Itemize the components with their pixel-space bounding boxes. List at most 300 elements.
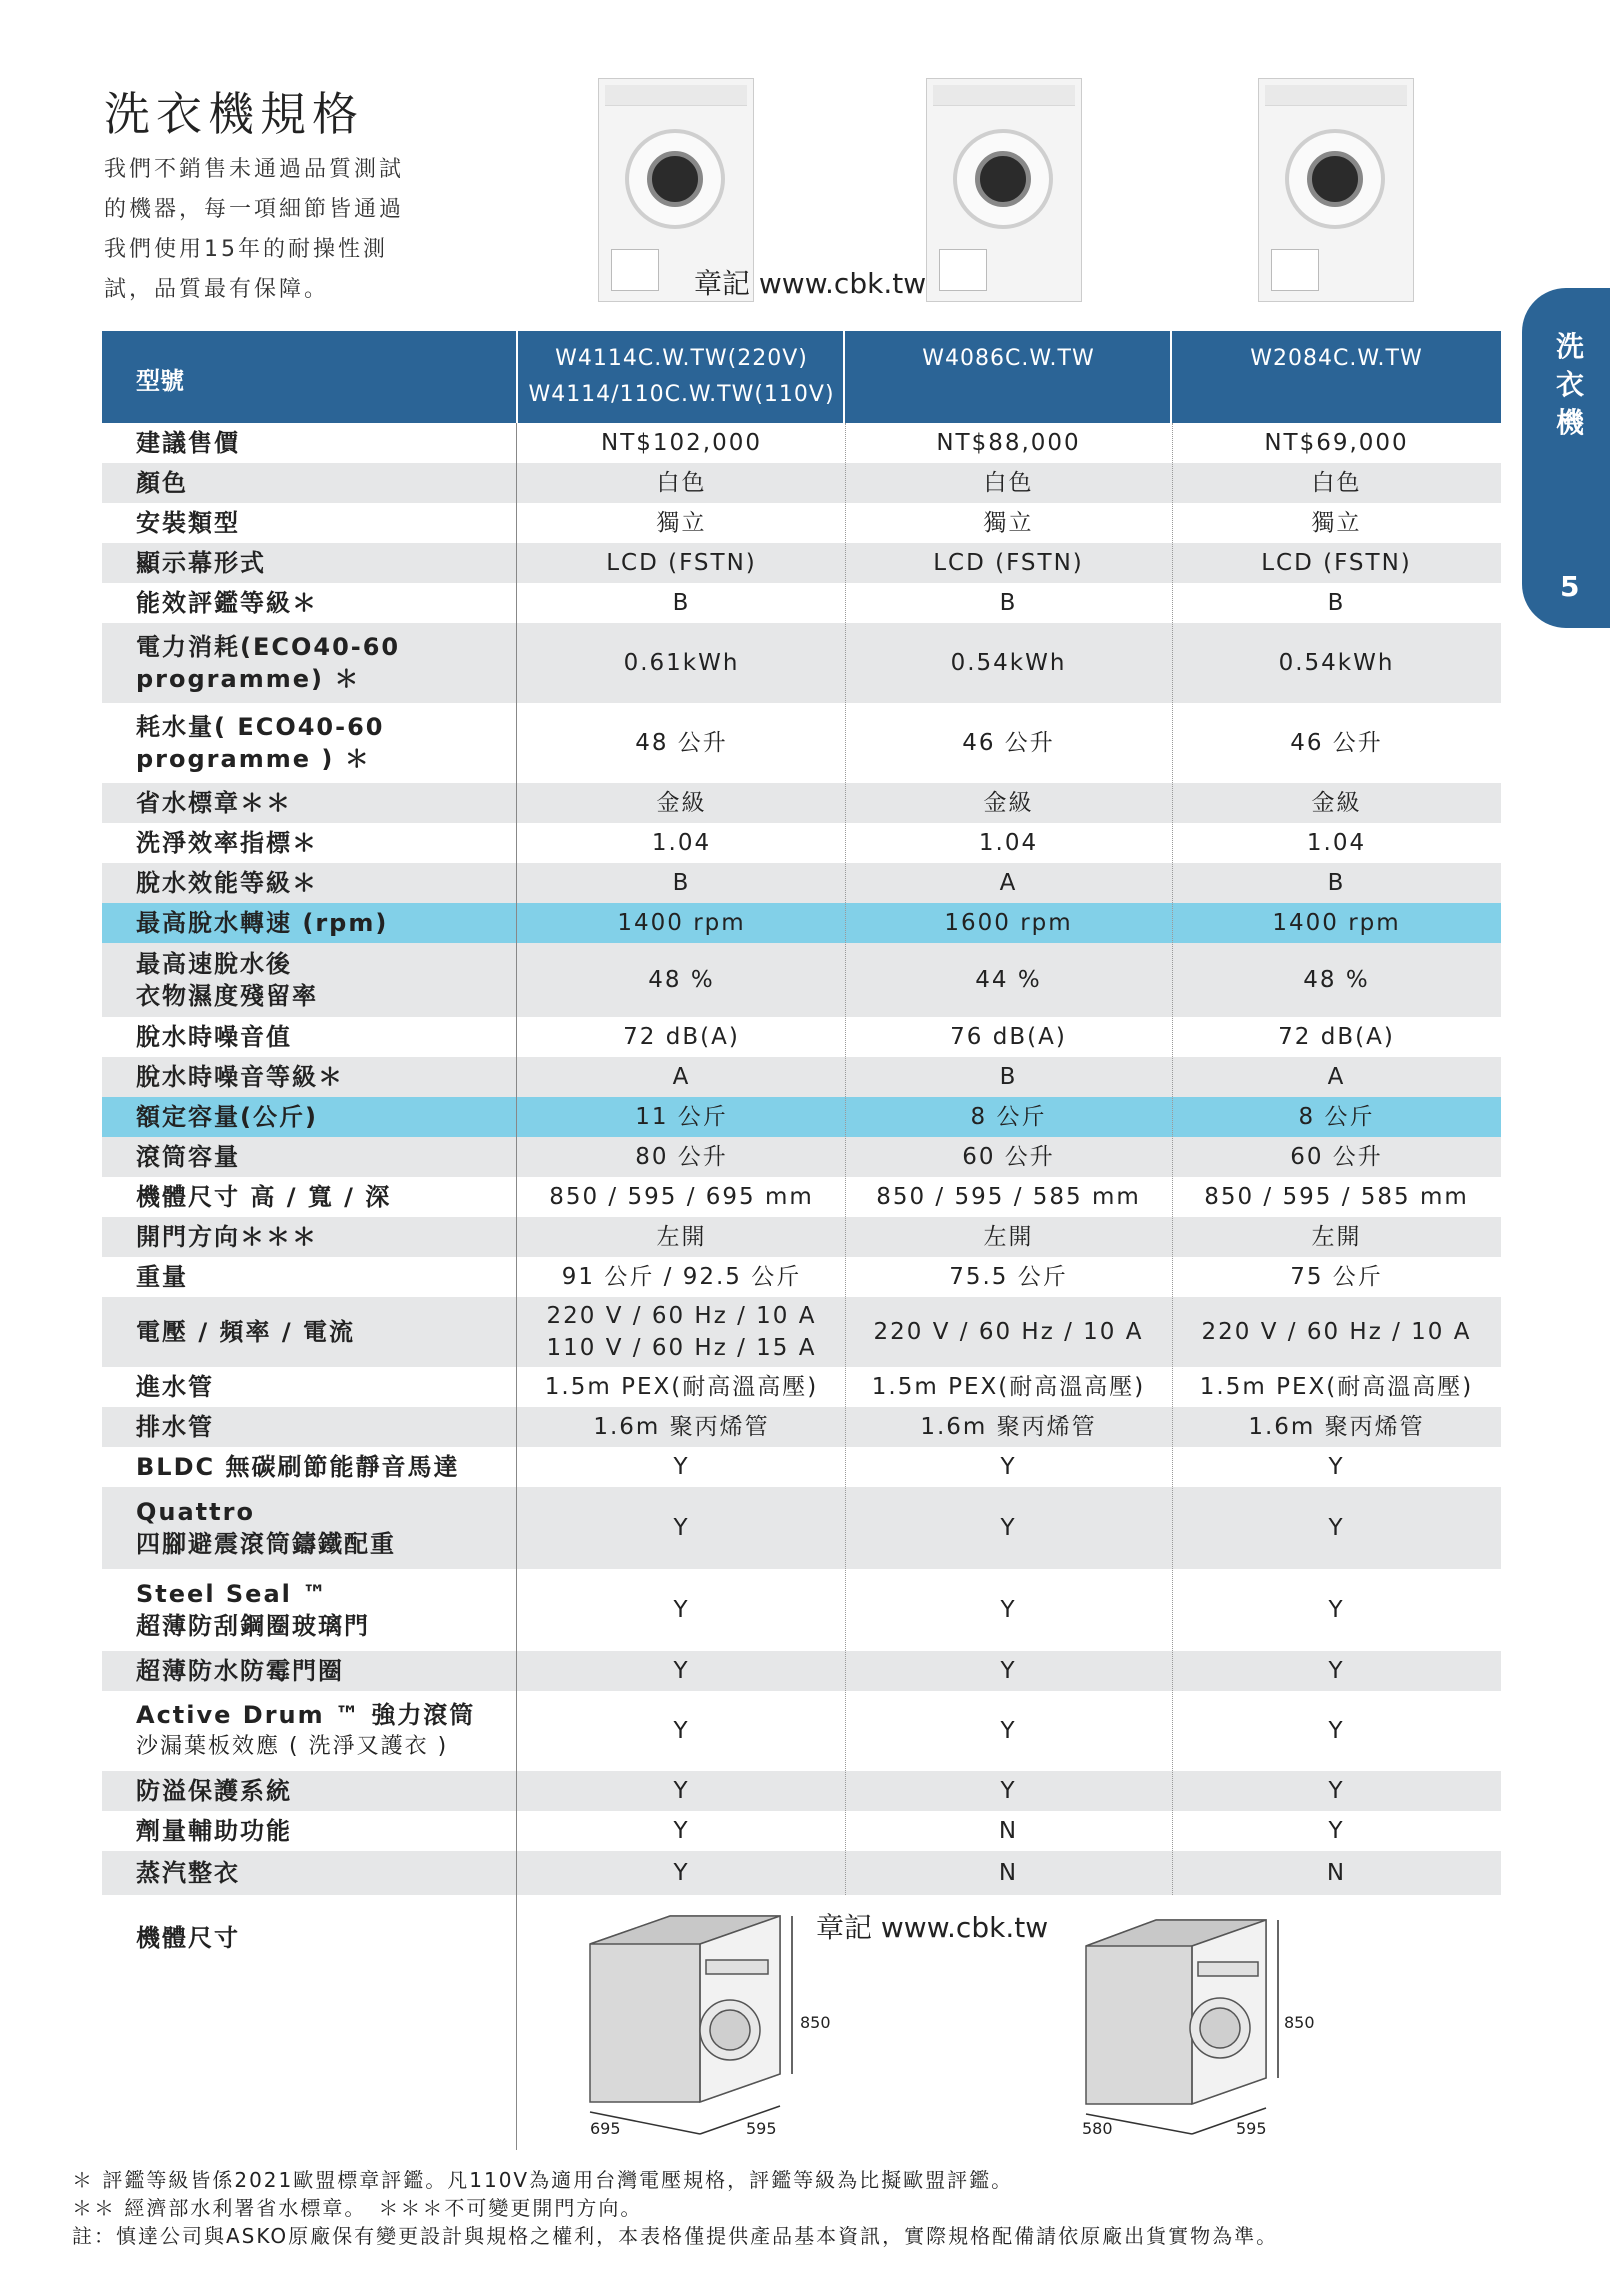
cell-line: 75.5 公斤 xyxy=(949,1264,1068,1290)
row-label-line: 滾筒容量 xyxy=(136,1143,240,1171)
spec-cell xyxy=(518,1057,845,1097)
table-row xyxy=(102,943,1501,1017)
cell-line: Y xyxy=(1000,1718,1017,1744)
cell-line: LCD (FSTN) xyxy=(933,550,1084,576)
intro-line: 試，品質最有保障。 xyxy=(104,277,330,302)
footnote: 註：慎達公司與ASKO原廠保有變更設計與規格之權利，本表格僅提供產品基本資訊，實際規格配備請依原廠出貨實物為準。 xyxy=(72,2224,1279,2248)
width-label: 595 xyxy=(746,2119,777,2138)
spec-cell xyxy=(1172,823,1501,863)
row-label-line: 省水標章＊＊ xyxy=(136,789,292,817)
spec-cell xyxy=(518,703,845,783)
spec-cell xyxy=(845,1771,1172,1811)
cell-line: 48 % xyxy=(1303,967,1370,993)
row-label-line: 劑量輔助功能 xyxy=(136,1817,292,1845)
cell-line: Y xyxy=(673,1778,690,1804)
cell-line: B xyxy=(672,590,691,616)
table-row xyxy=(102,1057,1501,1097)
cell-line: Y xyxy=(1328,1718,1345,1744)
row-label-line: Active Drum ™ 強力滾筒 xyxy=(136,1701,476,1729)
model-name: W2084C.W.TW xyxy=(1250,346,1423,371)
row-label xyxy=(136,1569,370,1651)
cell-line: LCD (FSTN) xyxy=(606,550,757,576)
row-label-line: 電壓 / 頻率 / 電流 xyxy=(136,1318,355,1346)
spec-cell xyxy=(518,423,845,463)
row-label-line: 機體尺寸 高 / 寬 / 深 xyxy=(136,1183,392,1211)
table-row xyxy=(102,1811,1501,1851)
cell-line: 獨立 xyxy=(1311,510,1362,536)
table-row xyxy=(102,1407,1501,1447)
spec-cell xyxy=(845,1367,1172,1407)
row-label-line: 開門方向＊＊＊ xyxy=(136,1223,318,1251)
width-label: 595 xyxy=(1236,2119,1267,2138)
cell-line: 46 公升 xyxy=(1290,730,1383,756)
cell-line: A xyxy=(672,1064,691,1090)
row-label-line: 脫水時噪音等級＊ xyxy=(136,1063,344,1091)
row-label xyxy=(136,1097,318,1137)
row-label-line: 脫水效能等級＊ xyxy=(136,869,318,897)
table-row xyxy=(102,423,1501,463)
model-name: W4114/110C.W.TW(110V) xyxy=(528,382,835,407)
spec-cell xyxy=(518,1297,845,1367)
cell-line: 0.54kWh xyxy=(1278,650,1395,676)
cell-line: B xyxy=(1327,870,1346,896)
cell-line: Y xyxy=(673,1658,690,1684)
row-label xyxy=(136,1177,391,1217)
spec-cell xyxy=(1172,1217,1501,1257)
cell-line: LCD (FSTN) xyxy=(1261,550,1412,576)
cell-line: Y xyxy=(1328,1818,1345,1844)
row-label-line: 最高脫水轉速 (rpm) xyxy=(136,909,389,937)
cell-line: 1.5m PEX(耐高溫高壓) xyxy=(1199,1374,1474,1400)
cell-line: 60 公升 xyxy=(962,1144,1055,1170)
spec-cell xyxy=(845,1297,1172,1367)
table-row xyxy=(102,1257,1501,1297)
spec-cell xyxy=(1172,1057,1501,1097)
dimension-diagram-2 xyxy=(1060,1906,1500,2146)
spec-cell xyxy=(1172,1257,1501,1297)
cell-line: 白色 xyxy=(1311,470,1362,496)
spec-cell xyxy=(845,1017,1172,1057)
table-row xyxy=(102,503,1501,543)
row-label xyxy=(136,1447,459,1487)
row-label-line: 建議售價 xyxy=(136,429,240,457)
row-label xyxy=(136,1297,355,1367)
row-label-line: 脫水時噪音值 xyxy=(136,1023,292,1051)
cell-line: 75 公斤 xyxy=(1290,1264,1383,1290)
row-label xyxy=(136,1257,188,1297)
row-label xyxy=(136,1137,240,1177)
cell-line: Y xyxy=(1328,1515,1345,1541)
cell-line: Y xyxy=(1328,1658,1345,1684)
row-label xyxy=(136,423,240,463)
row-label xyxy=(136,1407,214,1447)
spec-cell xyxy=(845,903,1172,943)
spec-cell xyxy=(1172,1447,1501,1487)
row-label xyxy=(136,943,318,1017)
row-label xyxy=(136,503,240,543)
spec-cell xyxy=(518,1569,845,1651)
cell-line: B xyxy=(1327,590,1346,616)
spec-cell xyxy=(1172,783,1501,823)
cell-line: NT$102,000 xyxy=(601,430,762,456)
cell-line: Y xyxy=(1000,1658,1017,1684)
row-label xyxy=(136,1057,344,1097)
spec-cell xyxy=(1172,1017,1501,1057)
cell-line: Y xyxy=(673,1718,690,1744)
spec-cell xyxy=(845,543,1172,583)
table-row xyxy=(102,703,1501,783)
row-label xyxy=(136,623,400,703)
spec-cell xyxy=(1172,1487,1501,1569)
spec-cell xyxy=(1172,943,1501,1017)
model-col-3 xyxy=(1172,331,1501,423)
cell-line: 1.5m PEX(耐高溫高壓) xyxy=(871,1374,1146,1400)
spec-cell xyxy=(845,1057,1172,1097)
cell-line: 左開 xyxy=(1311,1224,1362,1250)
cell-line: Y xyxy=(673,1597,690,1623)
spec-cell xyxy=(518,1257,845,1297)
watermark: 章記 www.cbk.tw xyxy=(816,1911,1049,1944)
cell-line: 850 / 595 / 695 mm xyxy=(549,1184,814,1210)
spec-cell xyxy=(1172,583,1501,623)
cell-line: 白色 xyxy=(983,470,1034,496)
cell-line: 0.61kWh xyxy=(623,650,740,676)
table-row xyxy=(102,1177,1501,1217)
washer-photo-2 xyxy=(926,78,1082,302)
row-label-line: 重量 xyxy=(136,1263,188,1291)
cell-line: B xyxy=(999,1064,1018,1090)
spec-cell xyxy=(845,423,1172,463)
row-label xyxy=(136,1017,292,1057)
spec-cell xyxy=(1172,1851,1501,1895)
row-label-line: 耗水量( ECO40-60 xyxy=(136,713,385,741)
table-row xyxy=(102,1137,1501,1177)
row-label xyxy=(136,583,318,623)
cell-line: 91 公斤 / 92.5 公斤 xyxy=(561,1264,802,1290)
row-label xyxy=(136,863,318,903)
cell-line: N xyxy=(1326,1860,1347,1886)
spec-cell xyxy=(845,1811,1172,1851)
page-title: 洗衣機規格 xyxy=(104,87,364,141)
intro-line: 的機器，每一項細節皆通過 xyxy=(104,197,405,222)
table-row xyxy=(102,1097,1501,1137)
side-tab-label: 洗衣機 xyxy=(1556,330,1585,439)
spec-cell xyxy=(1172,503,1501,543)
table-row xyxy=(102,1651,1501,1691)
spec-cell xyxy=(845,943,1172,1017)
spec-cell xyxy=(518,1771,845,1811)
cell-line: 1.6m 聚丙烯管 xyxy=(593,1414,770,1440)
spec-cell xyxy=(518,1137,845,1177)
row-label-line: 超薄防刮鋼圈玻璃門 xyxy=(136,1612,370,1640)
table-row xyxy=(102,623,1501,703)
table-row xyxy=(102,1217,1501,1257)
row-label-line: Steel Seal ™ xyxy=(136,1580,329,1608)
cell-line: 1400 rpm xyxy=(617,910,746,936)
spec-cell xyxy=(1172,1177,1501,1217)
cell-line: 1400 rpm xyxy=(1272,910,1401,936)
cell-line: NT$69,000 xyxy=(1264,430,1409,456)
cell-line: 左開 xyxy=(656,1224,707,1250)
cell-line: 850 / 595 / 585 mm xyxy=(1204,1184,1469,1210)
spec-cell xyxy=(845,463,1172,503)
table-header xyxy=(102,331,1501,423)
cell-line: 220 V / 60 Hz / 10 A xyxy=(546,1303,817,1329)
depth-label: 695 xyxy=(590,2119,621,2138)
cell-line: 獨立 xyxy=(656,510,707,536)
row-label xyxy=(136,1811,292,1851)
table-row xyxy=(102,1447,1501,1487)
table-row xyxy=(102,1017,1501,1057)
cell-line: 60 公升 xyxy=(1290,1144,1383,1170)
spec-cell xyxy=(518,463,845,503)
spec-cell xyxy=(845,703,1172,783)
row-label-sub: 沙漏葉板效應 ( 洗淨又護衣 ) xyxy=(136,1734,449,1759)
row-label xyxy=(136,1487,396,1569)
row-label-line: programme) ＊ xyxy=(136,665,361,693)
row-label-line: 顯示幕形式 xyxy=(136,549,266,577)
table-row xyxy=(102,1297,1501,1367)
row-label-line: 四腳避震滾筒鑄鐵配重 xyxy=(136,1530,396,1558)
table-row xyxy=(102,543,1501,583)
spec-cell xyxy=(845,503,1172,543)
table-row xyxy=(102,1569,1501,1651)
spec-cell xyxy=(845,863,1172,903)
depth-label: 580 xyxy=(1082,2119,1113,2138)
spec-cell xyxy=(845,1137,1172,1177)
spec-cell xyxy=(1172,1407,1501,1447)
table-row xyxy=(102,463,1501,503)
cell-line: 金級 xyxy=(1311,790,1362,816)
spec-cell xyxy=(1172,1097,1501,1137)
cell-line: Y xyxy=(1328,1454,1345,1480)
spec-cell xyxy=(1172,1297,1501,1367)
spec-cell xyxy=(518,823,845,863)
cell-line: NT$88,000 xyxy=(936,430,1081,456)
cell-line: 110 V / 60 Hz / 15 A xyxy=(546,1335,817,1361)
spec-cell xyxy=(845,1217,1172,1257)
cell-line: Y xyxy=(1000,1597,1017,1623)
cell-line: 左開 xyxy=(983,1224,1034,1250)
table-row xyxy=(102,1771,1501,1811)
spec-cell xyxy=(1172,1569,1501,1651)
table-row xyxy=(102,1367,1501,1407)
row-label-line: 進水管 xyxy=(136,1373,214,1401)
cell-line: Y xyxy=(1328,1778,1345,1804)
cell-line: 850 / 595 / 585 mm xyxy=(876,1184,1141,1210)
spec-cell xyxy=(845,1407,1172,1447)
cell-line: 11 公斤 xyxy=(635,1104,728,1130)
cell-line: B xyxy=(999,590,1018,616)
cell-line: 72 dB(A) xyxy=(1278,1024,1395,1050)
dimension-diagram-1 xyxy=(560,1906,1020,2146)
cell-line: Y xyxy=(673,1515,690,1541)
spec-cell xyxy=(845,1569,1172,1651)
cell-line: 220 V / 60 Hz / 10 A xyxy=(1201,1319,1472,1345)
spec-cell xyxy=(845,1447,1172,1487)
cell-line: 8 公斤 xyxy=(970,1104,1047,1130)
cell-line: N xyxy=(998,1818,1019,1844)
height-label: 850 xyxy=(800,2013,831,2032)
row-label xyxy=(136,1851,240,1895)
cell-line: A xyxy=(999,870,1018,896)
row-label xyxy=(136,1771,292,1811)
cell-line: 46 公升 xyxy=(962,730,1055,756)
spec-cell xyxy=(1172,703,1501,783)
cell-line: 44 % xyxy=(975,967,1042,993)
row-label-line: 電力消耗(ECO40-60 xyxy=(136,633,401,661)
spec-cell xyxy=(1172,463,1501,503)
height-label: 850 xyxy=(1284,2013,1315,2032)
spec-cell xyxy=(1172,1137,1501,1177)
cell-line: 8 公斤 xyxy=(1298,1104,1375,1130)
cell-line: Y xyxy=(673,1454,690,1480)
table-row xyxy=(102,823,1501,863)
cell-line: 金級 xyxy=(656,790,707,816)
spec-cell xyxy=(518,903,845,943)
cell-line: 48 公升 xyxy=(635,730,728,756)
spec-cell xyxy=(845,1851,1172,1895)
cell-line: N xyxy=(998,1860,1019,1886)
spec-cell xyxy=(518,863,845,903)
spec-cell xyxy=(518,1097,845,1137)
spec-cell xyxy=(518,1851,845,1895)
spec-cell xyxy=(845,583,1172,623)
row-label xyxy=(136,903,388,943)
cell-line: A xyxy=(1327,1064,1346,1090)
spec-cell xyxy=(1172,1651,1501,1691)
washer-photo-3 xyxy=(1258,78,1414,302)
cell-line: 80 公升 xyxy=(635,1144,728,1170)
cell-line: 1600 rpm xyxy=(944,910,1073,936)
spec-cell xyxy=(845,1487,1172,1569)
table-row xyxy=(102,1487,1501,1569)
spec-cell xyxy=(845,1651,1172,1691)
row-label xyxy=(136,463,188,503)
cell-line: 1.04 xyxy=(978,830,1039,856)
row-label xyxy=(136,1367,214,1407)
spec-cell xyxy=(518,1447,845,1487)
spec-cell xyxy=(518,1691,845,1771)
cell-line: 1.5m PEX(耐高溫高壓) xyxy=(544,1374,819,1400)
spec-cell xyxy=(518,1651,845,1691)
spec-cell xyxy=(1172,623,1501,703)
spec-cell xyxy=(518,1407,845,1447)
spec-cell xyxy=(518,1217,845,1257)
side-tab xyxy=(1522,288,1610,628)
spec-cell xyxy=(1172,1691,1501,1771)
model-header-label: 型號 xyxy=(136,367,184,395)
cell-line: 1.04 xyxy=(651,830,712,856)
row-label-line: 最高速脫水後 xyxy=(136,950,292,978)
table-row xyxy=(102,783,1501,823)
row-label xyxy=(136,783,292,823)
model-col-1 xyxy=(518,331,845,423)
row-label xyxy=(136,543,266,583)
spec-cell xyxy=(1172,1771,1501,1811)
cell-line: 72 dB(A) xyxy=(623,1024,740,1050)
spec-cell xyxy=(845,1097,1172,1137)
spec-cell xyxy=(518,623,845,703)
spec-cell xyxy=(518,583,845,623)
table-row xyxy=(102,863,1501,903)
cell-line: Y xyxy=(673,1818,690,1844)
cell-line: Y xyxy=(1000,1515,1017,1541)
cell-line: Y xyxy=(1328,1597,1345,1623)
cell-line: 白色 xyxy=(656,470,707,496)
footnote: ＊＊ 經濟部水利署省水標章。 ＊＊＊不可變更開門方向。 xyxy=(72,2196,643,2220)
model-name: W4086C.W.TW xyxy=(922,346,1095,371)
spec-cell xyxy=(518,1811,845,1851)
spec-cell xyxy=(1172,903,1501,943)
cell-line: B xyxy=(672,870,691,896)
cell-line: 金級 xyxy=(983,790,1034,816)
row-label-line: 顏色 xyxy=(136,469,188,497)
cell-line: 76 dB(A) xyxy=(950,1024,1067,1050)
row-label xyxy=(136,1691,475,1771)
spec-cell xyxy=(845,823,1172,863)
row-label-line: BLDC 無碳刷節能靜音馬達 xyxy=(136,1453,460,1481)
cell-line: Y xyxy=(673,1860,690,1886)
watermark: 章記 www.cbk.tw xyxy=(694,267,927,300)
spec-cell xyxy=(518,783,845,823)
row-label-line: programme ) ＊ xyxy=(136,745,371,773)
spec-cell xyxy=(518,943,845,1017)
spec-cell xyxy=(518,1017,845,1057)
spec-cell xyxy=(845,783,1172,823)
spec-cell xyxy=(1172,1811,1501,1851)
spec-cell xyxy=(845,623,1172,703)
cell-line: 1.6m 聚丙烯管 xyxy=(920,1414,1097,1440)
row-label-line: Quattro xyxy=(136,1498,255,1526)
page-number: 5 xyxy=(1560,570,1580,603)
spec-cell xyxy=(1172,863,1501,903)
spec-cell xyxy=(845,1691,1172,1771)
cell-line: Y xyxy=(1000,1778,1017,1804)
row-label-line: 防溢保護系統 xyxy=(136,1777,292,1805)
intro-line: 我們使用15年的耐操性測 xyxy=(104,237,388,262)
spec-cell xyxy=(518,1367,845,1407)
cell-line: 獨立 xyxy=(983,510,1034,536)
row-label xyxy=(136,1651,344,1691)
row-label-line: 洗淨效率指標＊ xyxy=(136,829,318,857)
model-name: W4114C.W.TW(220V) xyxy=(555,346,808,371)
cell-line: 48 % xyxy=(648,967,715,993)
table-row xyxy=(102,1851,1501,1895)
spec-cell xyxy=(1172,1367,1501,1407)
model-col-2 xyxy=(845,331,1172,423)
row-label-line: 安裝類型 xyxy=(136,509,240,537)
row-label xyxy=(136,823,318,863)
intro-line: 我們不銷售未通過品質測試 xyxy=(104,157,405,182)
row-label xyxy=(136,1217,318,1257)
spec-cell xyxy=(1172,543,1501,583)
spec-cell xyxy=(518,1487,845,1569)
cell-line: 0.54kWh xyxy=(950,650,1067,676)
spec-cell xyxy=(518,503,845,543)
intro-text xyxy=(104,150,444,310)
row-label xyxy=(136,703,385,783)
row-label-line: 超薄防水防霉門圈 xyxy=(136,1657,344,1685)
footnote: ＊ 評鑑等級皆係2021歐盟標章評鑑。凡110V為適用台灣電壓規格，評鑑等級為比擬歐盟評鑑。 xyxy=(72,2168,1014,2192)
cell-line: 220 V / 60 Hz / 10 A xyxy=(873,1319,1144,1345)
row-label-line: 排水管 xyxy=(136,1413,214,1441)
spec-cell xyxy=(1172,423,1501,463)
spec-cell xyxy=(518,1177,845,1217)
cell-line: 1.04 xyxy=(1306,830,1367,856)
row-label-line: 額定容量(公斤) xyxy=(136,1103,318,1131)
cell-line: Y xyxy=(1000,1454,1017,1480)
